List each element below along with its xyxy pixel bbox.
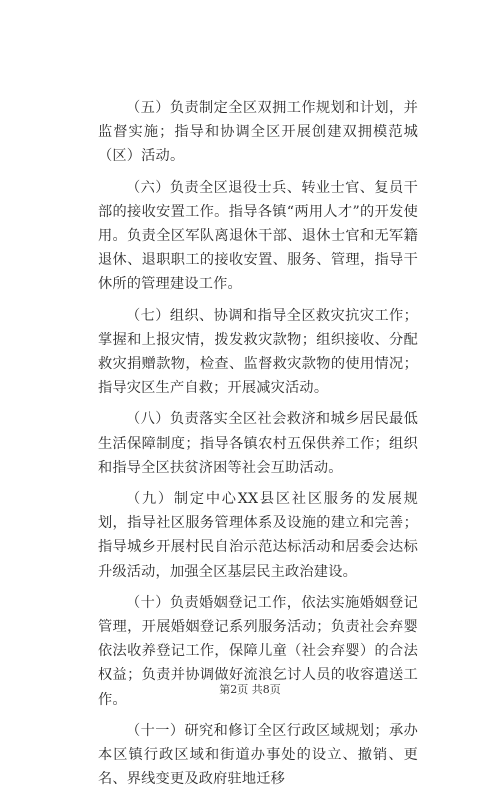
paragraph-6: （六）负责全区退役士兵、转业士官、复员干部的接收安置工作。指导各镇“两用人才”的开发使用。负责全区军队离退休干部、退休士官和无军籍退休、退职职工的接收安置、服务、管理，指导干休所的管理建设工作。 <box>98 179 418 293</box>
paragraph-9: （九）制定中心XX县区社区服务的发展规划，指导社区服务管理体系及设施的建立和完善；指导城乡开展村民自治示范达标活动和居委会达标升级活动，加强全区基层民主政治建设。 <box>98 491 418 580</box>
page-footer: 第2页 共8页 <box>219 683 281 696</box>
paragraph-10: （十）负责婚姻登记工作，依法实施婚姻登记管理，开展婚姻登记系列服务活动；负责社会弃婴依法收养登记工作，保障儿童（社会弃婴）的合法权益；负责并协调做好流浪乞讨人员的收容遣送工作。 <box>98 594 418 708</box>
paragraph-7: （七）组织、协调和指导全区救灾抗灾工作；掌握和上报灾情，拨发救灾款物；组织接收、分配救灾捐赠款物，检查、监督救灾款物的使用情况；指导灾区生产自救；开展减灾活动。 <box>98 307 418 397</box>
paragraph-11: （十一）研究和修订全区行政区域规划；承办本区镇行政区域和街道办事处的设立、撤销、更名、界线变更及政府驻地迁移 <box>98 722 418 788</box>
paragraph-8: （八）负责落实全区社会救济和城乡居民最低生活保障制度；指导各镇农村五保供养工作；组织和指导全区扶贫济困等社会互助活动。 <box>98 411 418 476</box>
paragraph-5: （五）负责制定全区双拥工作规划和计划，并监督实施；指导和协调全区开展创建双拥模范城（区）活动。 <box>98 100 418 165</box>
